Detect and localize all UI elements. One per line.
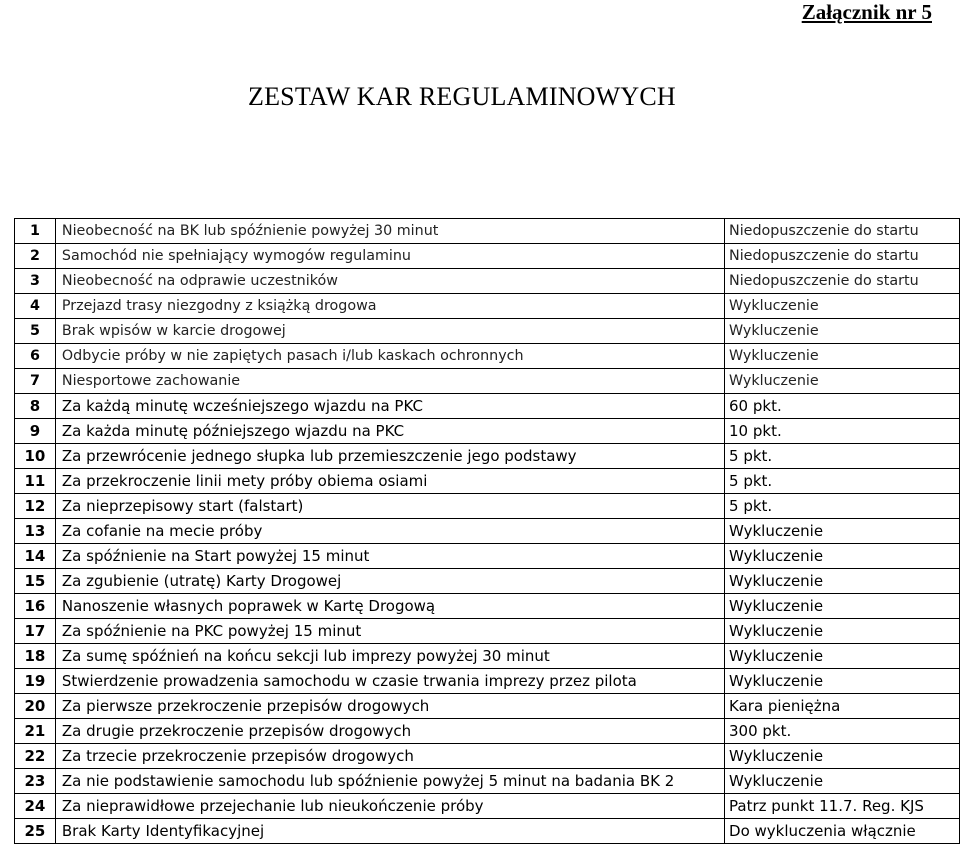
penalty-value: 60 pkt. [725,394,960,419]
table-row [15,544,960,569]
penalty-value: Niedopuszczenie do startu [725,219,960,244]
row-number: 12 [15,494,56,519]
penalty-description: Nieobecność na odprawie uczestników [55,269,724,294]
penalty-description: Za każda minutę późniejszego wjazdu na PKC [55,419,724,444]
penalty-value: Wykluczenie [725,594,960,619]
penalty-description: Za pierwsze przekroczenie przepisów drogowych [55,694,724,719]
penalty-value: 300 pkt. [725,719,960,744]
penalty-value: 5 pkt. [725,469,960,494]
table-row [15,669,960,694]
row-number: 24 [15,794,56,819]
table-row [15,319,960,344]
table-row [15,469,960,494]
annex-label: Załącznik nr 5 [801,0,932,24]
penalty-description: Za zgubienie (utratę) Karty Drogowej [55,569,724,594]
table-row [15,444,960,469]
table-row [15,644,960,669]
table-row [15,694,960,719]
penalty-description: Za każdą minutę wcześniejszego wjazdu na PKC [55,394,724,419]
penalty-description: Brak Karty Identyfikacyjnej [55,819,724,844]
table-row [15,769,960,794]
table-row [15,369,960,394]
penalty-description: Za drugie przekroczenie przepisów drogowych [55,719,724,744]
row-number: 13 [15,519,56,544]
row-number: 2 [15,244,56,269]
penalty-description: Samochód nie spełniający wymogów regulaminu [55,244,724,269]
table-row [15,244,960,269]
penalty-value: Wykluczenie [725,519,960,544]
penalty-value: Niedopuszczenie do startu [725,269,960,294]
table-row [15,294,960,319]
table-row [15,719,960,744]
row-number: 11 [15,469,56,494]
row-number: 21 [15,719,56,744]
penalty-value: 10 pkt. [725,419,960,444]
row-number: 23 [15,769,56,794]
table-row [15,419,960,444]
row-number: 16 [15,594,56,619]
penalty-value: Patrz punkt 11.7. Reg. KJS [725,794,960,819]
penalty-description: Odbycie próby w nie zapiętych pasach i/lub kaskach ochronnych [55,344,724,369]
penalty-value: Wykluczenie [725,544,960,569]
row-number: 17 [15,619,56,644]
document-title: ZESTAW KAR REGULAMINOWYCH [248,82,676,111]
table-row [15,569,960,594]
row-number: 6 [15,344,56,369]
table-row [15,619,960,644]
table-row [15,394,960,419]
penalty-value: Kara pieniężna [725,694,960,719]
penalties-table-body [15,219,960,844]
row-number: 10 [15,444,56,469]
row-number: 4 [15,294,56,319]
row-number: 5 [15,319,56,344]
penalty-description: Niesportowe zachowanie [55,369,724,394]
penalty-value: Do wykluczenia włącznie [725,819,960,844]
penalty-value: Wykluczenie [725,369,960,394]
row-number: 18 [15,644,56,669]
table-row [15,344,960,369]
penalty-description: Nanoszenie własnych poprawek w Kartę Drogową [55,594,724,619]
table-row [15,819,960,844]
row-number: 20 [15,694,56,719]
row-number: 8 [15,394,56,419]
penalty-value: Wykluczenie [725,619,960,644]
row-number: 3 [15,269,56,294]
penalty-value: Wykluczenie [725,569,960,594]
row-number: 7 [15,369,56,394]
penalty-description: Przejazd trasy niezgodny z książką drogowa [55,294,724,319]
penalty-value: Niedopuszczenie do startu [725,244,960,269]
table-row [15,269,960,294]
penalty-value: Wykluczenie [725,294,960,319]
penalty-description: Za przekroczenie linii mety próby obiema osiami [55,469,724,494]
penalty-description: Za sumę spóźnień na końcu sekcji lub imprezy powyżej 30 minut [55,644,724,669]
penalty-value: 5 pkt. [725,444,960,469]
penalty-description: Za nie podstawienie samochodu lub spóźnienie powyżej 5 minut na badania BK 2 [55,769,724,794]
row-number: 22 [15,744,56,769]
row-number: 15 [15,569,56,594]
penalties-table [14,218,960,844]
table-row [15,519,960,544]
row-number: 14 [15,544,56,569]
penalty-description: Za nieprawidłowe przejechanie lub nieukończenie próby [55,794,724,819]
penalty-description: Za spóźnienie na PKC powyżej 15 minut [55,619,724,644]
row-number: 9 [15,419,56,444]
penalty-description: Brak wpisów w karcie drogowej [55,319,724,344]
row-number: 25 [15,819,56,844]
penalty-description: Stwierdzenie prowadzenia samochodu w czasie trwania imprezy przez pilota [55,669,724,694]
row-number: 19 [15,669,56,694]
table-row [15,494,960,519]
penalty-description: Za spóźnienie na Start powyżej 15 minut [55,544,724,569]
penalty-description: Nieobecność na BK lub spóźnienie powyżej 30 minut [55,219,724,244]
penalty-description: Za cofanie na mecie próby [55,519,724,544]
penalty-value: Wykluczenie [725,344,960,369]
penalty-description: Za przewrócenie jednego słupka lub przemieszczenie jego podstawy [55,444,724,469]
table-row [15,219,960,244]
penalty-description: Za nieprzepisowy start (falstart) [55,494,724,519]
table-row [15,744,960,769]
penalty-description: Za trzecie przekroczenie przepisów drogowych [55,744,724,769]
row-number: 1 [15,219,56,244]
penalty-value: Wykluczenie [725,644,960,669]
penalty-value: Wykluczenie [725,319,960,344]
table-row [15,594,960,619]
penalty-value: Wykluczenie [725,769,960,794]
penalty-value: Wykluczenie [725,669,960,694]
table-row [15,794,960,819]
penalty-value: 5 pkt. [725,494,960,519]
penalty-value: Wykluczenie [725,744,960,769]
